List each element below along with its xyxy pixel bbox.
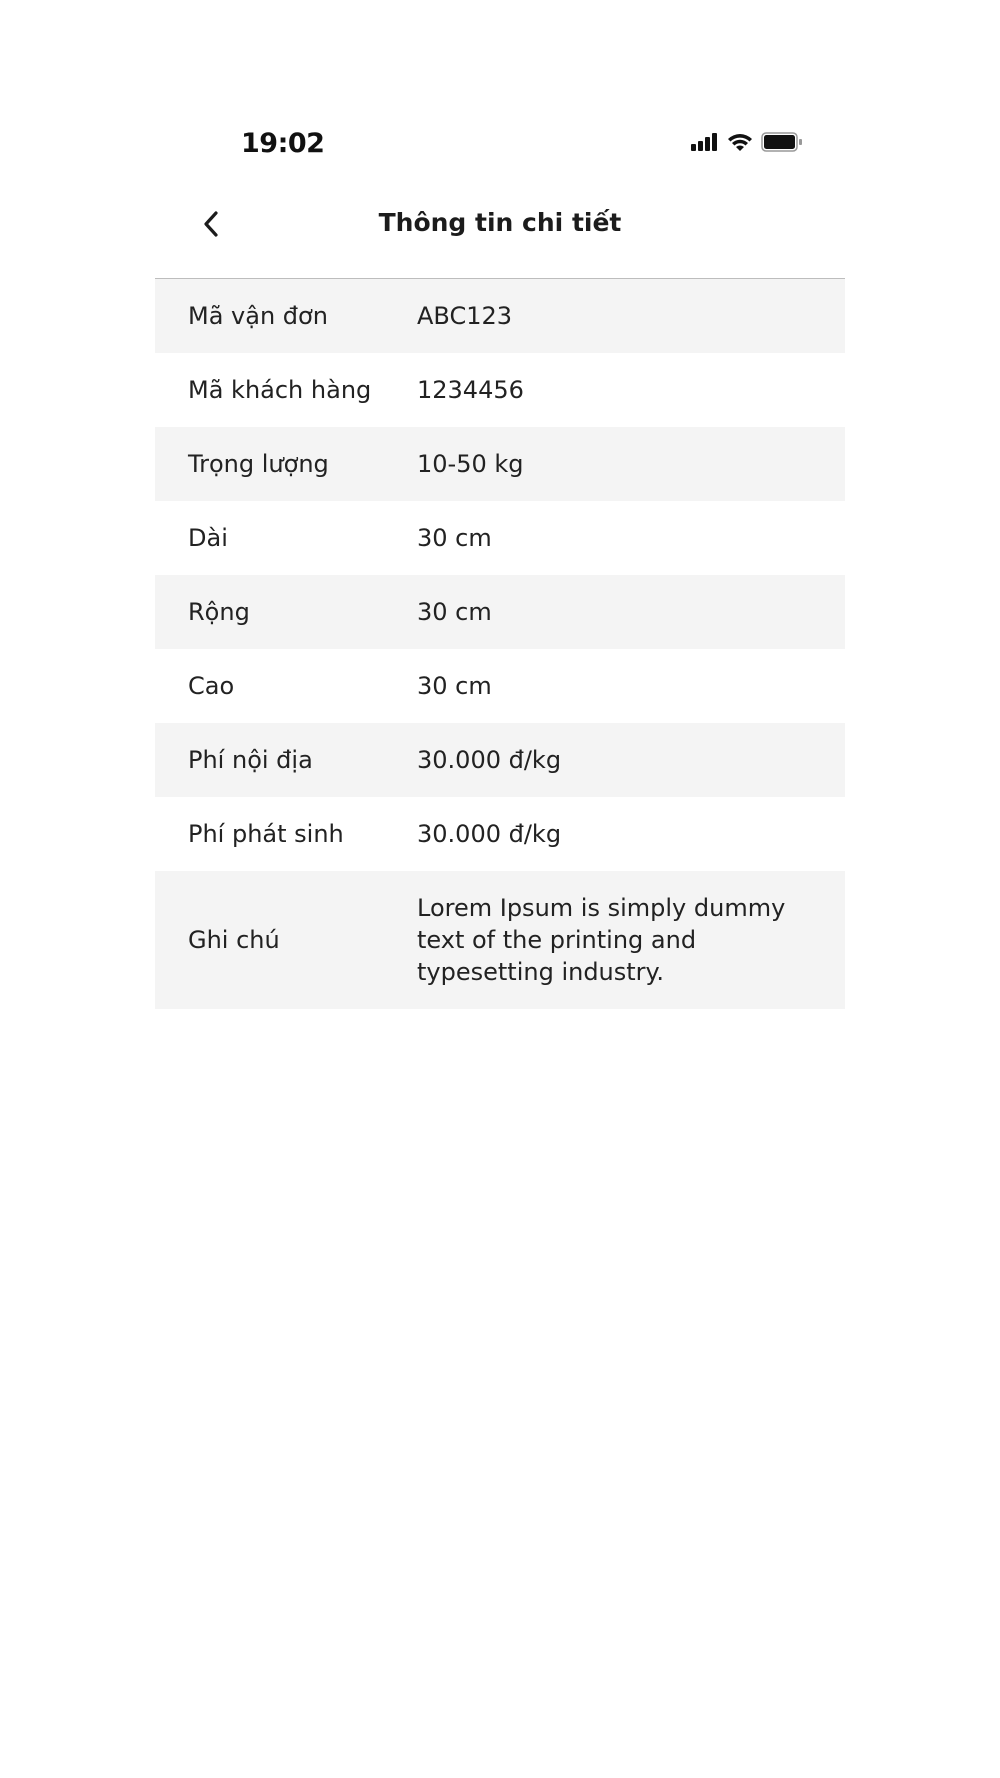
detail-row-height (155, 649, 845, 723)
detail-row-customer-code (155, 353, 845, 427)
detail-value: 10-50 kg (417, 450, 524, 478)
status-icons (691, 132, 803, 152)
detail-label: Mã khách hàng (188, 376, 372, 404)
detail-value: 30 cm (417, 672, 492, 700)
detail-label: Dài (188, 524, 228, 552)
detail-row-extra-fee (155, 797, 845, 871)
status-bar (155, 118, 845, 174)
detail-row-note (155, 871, 845, 1009)
detail-table (155, 279, 845, 1009)
wifi-icon (727, 132, 753, 152)
status-time: 19:02 (241, 128, 325, 159)
detail-value: 30 cm (417, 524, 492, 552)
page-title: Thông tin chi tiết (378, 208, 622, 237)
detail-value: 30 cm (417, 598, 492, 626)
signal-icon (691, 133, 719, 151)
detail-label: Phí phát sinh (188, 820, 344, 848)
detail-label: Phí nội địa (188, 746, 313, 774)
detail-row-length (155, 501, 845, 575)
detail-row-weight (155, 427, 845, 501)
detail-label: Rộng (188, 598, 250, 626)
detail-value: Lorem Ipsum is simply dummy text of the printing and typesetting industry. (417, 894, 786, 986)
detail-value: 1234456 (417, 376, 524, 404)
battery-icon (761, 132, 803, 152)
detail-row-width (155, 575, 845, 649)
top-app-bar (155, 190, 845, 278)
detail-label: Cao (188, 672, 235, 700)
phone-screen (155, 0, 845, 1778)
detail-label: Mã vận đơn (188, 302, 328, 330)
detail-row-waybill-code (155, 279, 845, 353)
detail-label: Trọng lượng (188, 450, 329, 478)
detail-value: 30.000 đ/kg (417, 746, 562, 774)
detail-value: 30.000 đ/kg (417, 820, 562, 848)
detail-value: ABC123 (417, 302, 513, 330)
detail-row-domestic-fee (155, 723, 845, 797)
detail-label: Ghi chú (188, 926, 280, 954)
